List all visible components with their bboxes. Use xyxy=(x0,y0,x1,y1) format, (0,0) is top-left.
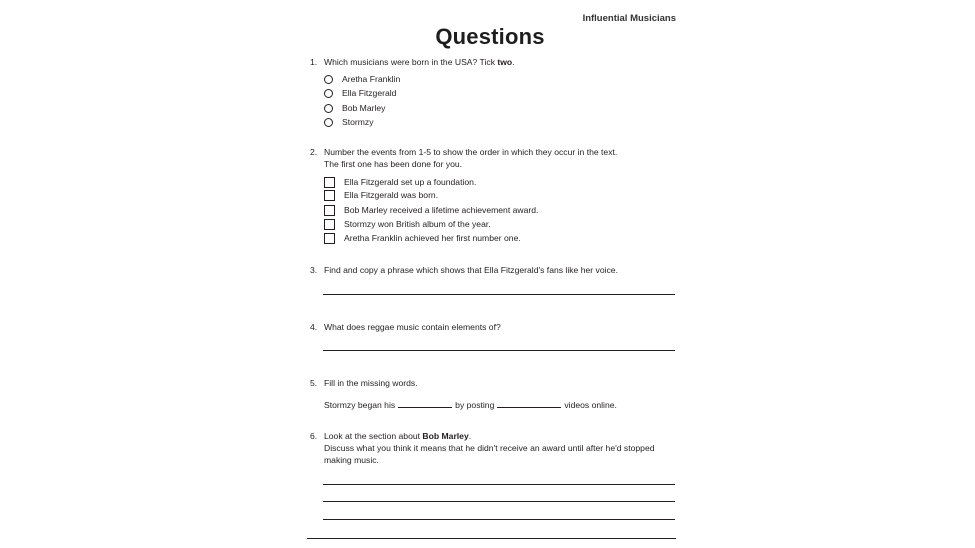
answer-line[interactable] xyxy=(323,501,675,502)
number-box[interactable] xyxy=(324,233,335,244)
checkbox-option[interactable] xyxy=(324,176,476,188)
option-label: Stormzy xyxy=(342,117,374,127)
question-text: Number the events from 1-5 to show the order in which they occur in the text. The first one has been done for you. xyxy=(324,147,618,169)
radio-option[interactable] xyxy=(324,87,396,99)
option-label: Aretha Franklin xyxy=(342,74,401,84)
option-label: Aretha Franklin achieved her first number one. xyxy=(344,233,521,243)
number-box[interactable] xyxy=(324,205,335,216)
option-label: Bob Marley xyxy=(342,103,386,113)
header-tag: Influential Musicians xyxy=(582,13,676,24)
radio-circle[interactable] xyxy=(324,118,333,127)
question-number: 2. xyxy=(310,147,318,157)
blank-field[interactable] xyxy=(497,398,561,408)
radio-option[interactable] xyxy=(324,102,385,114)
option-label: Ella Fitzgerald xyxy=(342,88,397,98)
sentence-part: by posting xyxy=(455,400,495,410)
sentence-part: videos online. xyxy=(564,400,617,410)
option-label: Bob Marley received a lifetime achievement award. xyxy=(344,205,539,215)
radio-option[interactable] xyxy=(324,73,400,85)
answer-line[interactable] xyxy=(323,519,675,520)
question-text: Fill in the missing words. xyxy=(324,378,418,388)
option-label: Ella Fitzgerald set up a foundation. xyxy=(344,177,477,187)
question-number: 1. xyxy=(310,57,318,67)
answer-line[interactable] xyxy=(323,484,675,485)
radio-circle[interactable] xyxy=(324,75,333,84)
question-text: What does reggae music contain elements of? xyxy=(324,322,501,332)
number-box[interactable] xyxy=(324,219,335,230)
question-number: 6. xyxy=(310,431,318,441)
answer-line[interactable] xyxy=(323,350,675,351)
page-title: Questions xyxy=(435,24,545,49)
number-box[interactable] xyxy=(324,190,335,201)
checkbox-option[interactable] xyxy=(324,232,521,244)
answer-line[interactable] xyxy=(323,294,675,295)
option-label: Ella Fitzgerald was born. xyxy=(344,190,439,200)
checkbox-option[interactable] xyxy=(324,218,491,230)
option-label: Stormzy won British album of the year. xyxy=(344,219,491,229)
radio-circle[interactable] xyxy=(324,89,333,98)
checkbox-option[interactable] xyxy=(324,204,538,216)
checkbox-option[interactable] xyxy=(324,189,438,201)
question-number: 3. xyxy=(310,265,318,275)
question-text: Find and copy a phrase which shows that Ella Fitzgerald's fans like her voice. xyxy=(324,265,618,275)
question-number: 4. xyxy=(310,322,318,332)
question-number: 5. xyxy=(310,378,318,388)
radio-circle[interactable] xyxy=(324,104,333,113)
question-text: Which musicians were born in the USA? Tick two. xyxy=(324,57,515,67)
number-box[interactable] xyxy=(324,177,335,188)
blank-field[interactable] xyxy=(398,398,452,408)
radio-option[interactable] xyxy=(324,116,374,128)
page-bottom-rule xyxy=(307,538,676,539)
sentence-part: Stormzy began his xyxy=(324,400,396,410)
question-text: Look at the section about Bob Marley. Discuss what you think it means that he didn't receive an award until after he'd stopped making music. xyxy=(324,431,655,465)
